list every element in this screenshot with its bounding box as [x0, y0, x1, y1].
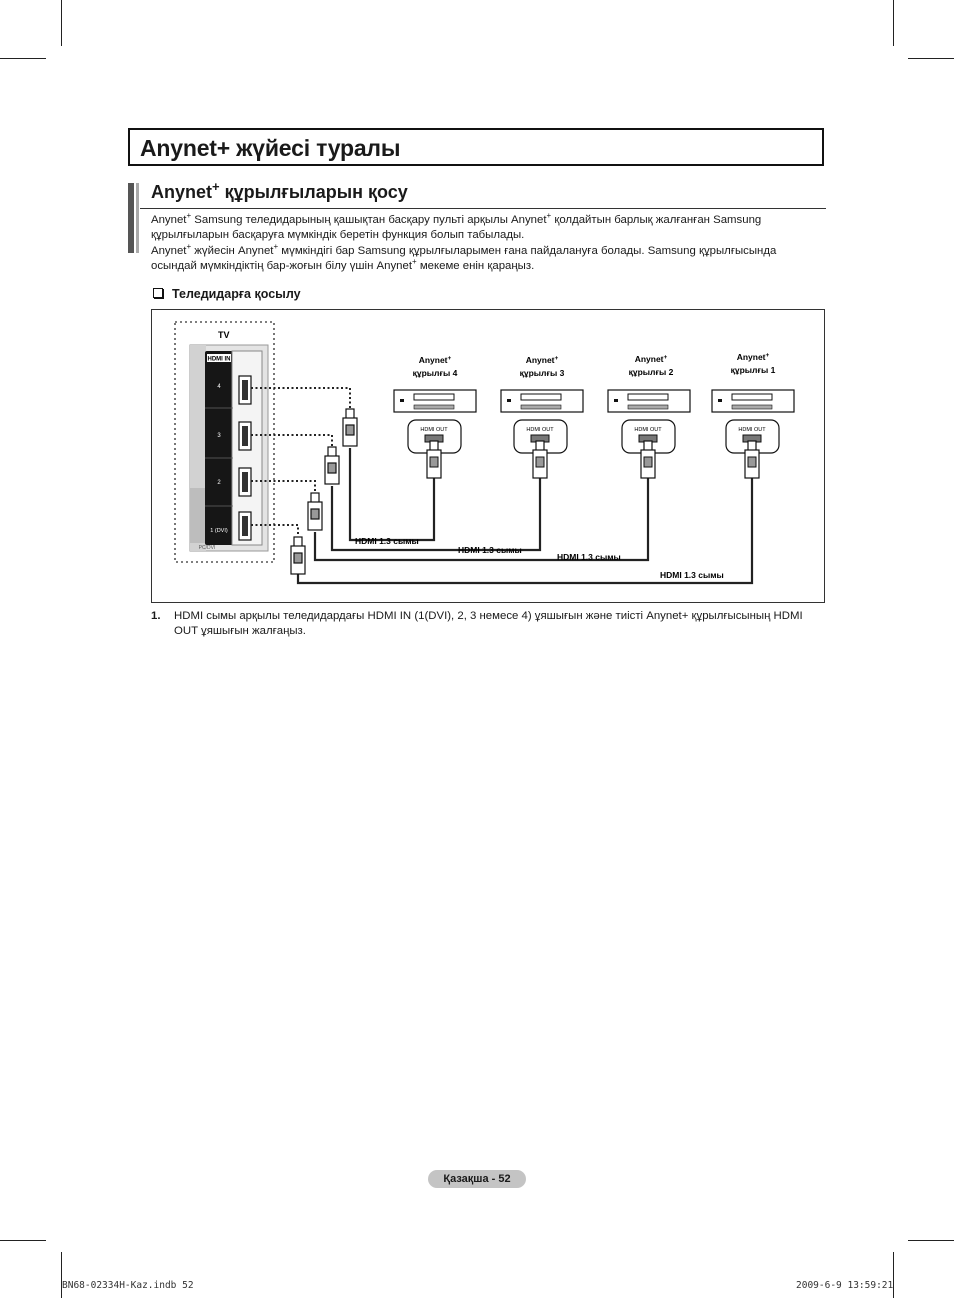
connection-diagram: [151, 309, 825, 603]
svg-text:HDMI OUT: HDMI OUT: [634, 427, 662, 433]
crop-mark: [908, 58, 954, 59]
section-title: Anynet+ құрылғыларын қосу: [151, 179, 408, 202]
file-info-right: 2009-6-9 13:59:21: [796, 1280, 894, 1291]
cable-label: HDMI 1.3 сымы: [458, 545, 522, 555]
note-number: 1.: [151, 610, 161, 622]
crop-mark: [893, 0, 894, 46]
page-title-box: [128, 128, 824, 166]
hdmi-port-icon: [239, 512, 251, 540]
svg-text:құрылғы 3: құрылғы 3: [519, 368, 565, 378]
hdmi-port-icon: [239, 468, 251, 496]
svg-text:HDMI OUT: HDMI OUT: [420, 427, 448, 433]
port-label: 2: [217, 480, 221, 486]
tv-back-panel: [190, 345, 268, 551]
svg-text:HDMI OUT: HDMI OUT: [738, 427, 766, 433]
checkbox-bullet-icon: [153, 288, 163, 298]
svg-text:Anynet+: Anynet+: [736, 352, 770, 362]
page-title: Anynet+ жүйесі туралы: [140, 135, 401, 161]
hdmi-in-label: HDMI IN: [207, 356, 231, 363]
note-text: HDMI сымы арқылы теледидардағы HDMI IN (1(DVI), 2, 3 немесе 4) ұяшығын және тиісті Anynet+ құрылғысының HDMI OUT ұяшығын жалғаңыз.: [174, 610, 803, 637]
port-label: 1 (DVI): [210, 528, 228, 534]
pc-dvi-label: PC/DVI: [198, 545, 216, 551]
section-divider: [140, 208, 826, 209]
hdmi-port-icon: [239, 422, 251, 450]
svg-text:құрылғы 2: құрылғы 2: [628, 367, 674, 377]
hdmi-plug-icon: [291, 537, 305, 574]
anynet-device-3: [501, 355, 583, 478]
crop-mark: [0, 1240, 46, 1241]
subheading: Теледидарға қосылу: [153, 287, 301, 301]
hdmi-plug-icon: [343, 409, 357, 446]
crop-mark: [893, 1252, 894, 1298]
svg-text:Anynet+: Anynet+: [418, 355, 452, 365]
svg-text:Anynet+: Anynet+: [525, 355, 559, 365]
svg-text:құрылғы 1: құрылғы 1: [730, 365, 776, 375]
cable-label: HDMI 1.3 сымы: [660, 570, 724, 580]
svg-text:Anynet+: Anynet+: [634, 354, 668, 364]
cable-label: HDMI 1.3 сымы: [355, 536, 419, 546]
port-label: 3: [217, 433, 221, 439]
cable-label: HDMI 1.3 сымы: [557, 552, 621, 562]
cable-lines: [298, 448, 752, 583]
page-number: Қазақша - 52: [428, 1170, 526, 1188]
port-label: 4: [217, 384, 221, 390]
intro-paragraph-2: Anynet+ жүйесін Anynet+ мүмкіндігі бар Samsung құрылғыларымен ғана пайдалануға болады. Samsung құрылғысында осындай мүмкіндіктің бар-жоғын білу үшін Anynet+ мекеме енін қараңыз.: [151, 242, 777, 272]
file-info-left: BN68-02334H-Kaz.indb 52: [62, 1280, 194, 1291]
crop-mark: [0, 58, 46, 59]
anynet-device-2: [608, 354, 690, 478]
hdmi-plug-icon: [325, 447, 339, 484]
section-marker-bar: [128, 183, 134, 253]
section-marker-bar-light: [136, 183, 139, 253]
hdmi-port-icon: [239, 376, 251, 404]
crop-mark: [908, 1240, 954, 1241]
anynet-device-1: [712, 352, 794, 478]
anynet-device-4: [394, 355, 476, 478]
svg-text:құрылғы 4: құрылғы 4: [412, 368, 458, 378]
crop-mark: [61, 0, 62, 46]
svg-text:HDMI OUT: HDMI OUT: [526, 427, 554, 433]
tv-label: TV: [218, 330, 230, 340]
crop-mark: [61, 1252, 62, 1298]
intro-paragraph-1: Anynet+ Samsung теледидарының қашықтан басқару пульті арқылы Anynet+ қолдайтын барлық жалғанған Samsung құрылғыларын басқаруға мүмкіндік беретін функция болып табылады.: [151, 211, 762, 241]
hdmi-plug-icon: [308, 493, 322, 530]
